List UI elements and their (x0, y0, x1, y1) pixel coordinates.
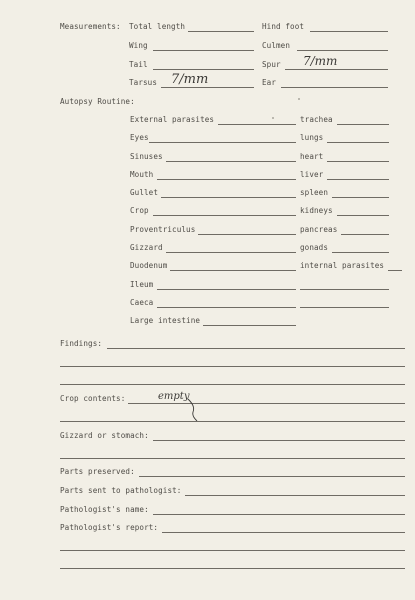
pancreas-field[interactable] (341, 234, 389, 235)
trachea-field[interactable] (337, 124, 389, 125)
pathologist-report-line-3[interactable] (60, 568, 405, 569)
autopsy-item-ileum: Ileum (130, 280, 154, 289)
parts-preserved-label: Parts preserved: (60, 467, 135, 476)
autopsy-routine-label: Autopsy Routine: (60, 97, 135, 106)
autopsy-item-external-parasites: External parasites (130, 115, 215, 124)
pathologist-report-line-2[interactable] (60, 550, 405, 551)
tarsus-value: 7/mm (171, 72, 209, 87)
autopsy-item-mouth: Mouth (130, 170, 154, 179)
heart-field[interactable] (327, 161, 389, 162)
blank-line[interactable] (300, 307, 389, 308)
autopsy-item-duodenum: Duodenum (130, 261, 168, 270)
proventriculus-field[interactable] (198, 234, 296, 235)
crop-field[interactable] (153, 215, 296, 216)
external-parasites-field[interactable] (218, 124, 296, 125)
internal-parasites-field[interactable] (388, 270, 402, 271)
tarsus-label: Tarsus (129, 78, 158, 87)
crop-contents-label: Crop contents: (60, 394, 126, 403)
blank-line[interactable] (300, 289, 389, 290)
findings-line-2[interactable] (60, 366, 405, 367)
total-length-label: Total length (129, 22, 186, 31)
autopsy-item-crop: Crop (130, 206, 149, 215)
tail-field[interactable] (153, 69, 254, 70)
lungs-field[interactable] (327, 142, 389, 143)
paper-speck (272, 117, 274, 119)
findings-field[interactable] (107, 348, 405, 349)
gizzard-field[interactable] (166, 252, 296, 253)
pathologist-report-field[interactable] (162, 532, 405, 533)
culmen-field[interactable] (297, 50, 388, 51)
total-length-field[interactable] (188, 31, 254, 32)
autopsy-item-large-intestine: Large intestine (130, 316, 201, 325)
hind-foot-label: Hind foot (262, 22, 305, 31)
eyes-field[interactable] (149, 142, 296, 143)
findings-line-3[interactable] (60, 384, 405, 385)
findings-label: Findings: (60, 339, 103, 348)
spur-value: 7/mm (303, 54, 338, 68)
autopsy-item-heart: heart (300, 152, 324, 161)
hind-foot-field[interactable] (310, 31, 388, 32)
autopsy-item-sinuses: Sinuses (130, 152, 163, 161)
autopsy-item-eyes: Eyes (130, 133, 149, 142)
spur-label: Spur (262, 60, 281, 69)
gizzard-stomach-field[interactable] (153, 440, 405, 441)
autopsy-item-gonads: gonads (300, 243, 329, 252)
paper-speck (298, 98, 300, 100)
sinuses-field[interactable] (166, 161, 296, 162)
ileum-field[interactable] (157, 289, 296, 290)
caeca-field[interactable] (157, 307, 296, 308)
large-intestine-field[interactable] (203, 325, 296, 326)
ear-field[interactable] (281, 87, 388, 88)
autopsy-item-spleen: spleen (300, 188, 329, 197)
gizzard-stomach-label: Gizzard or stomach: (60, 431, 149, 440)
autopsy-item-gullet: Gullet (130, 188, 159, 197)
parts-sent-label: Parts sent to pathologist: (60, 486, 182, 495)
spur-field[interactable] (285, 69, 388, 70)
liver-field[interactable] (327, 179, 389, 180)
autopsy-item-liver: liver (300, 170, 324, 179)
ear-label: Ear (262, 78, 277, 87)
pathologist-report-label: Pathologist's report: (60, 523, 159, 532)
duodenum-field[interactable] (170, 270, 296, 271)
autopsy-item-lungs: lungs (300, 133, 324, 142)
autopsy-item-caeca: Caeca (130, 298, 154, 307)
wing-field[interactable] (153, 50, 254, 51)
autopsy-item-trachea: trachea (300, 115, 333, 124)
crop-contents-value: empty (158, 391, 190, 402)
autopsy-item-internal-parasites: internal parasites (300, 261, 385, 270)
autopsy-item-kidneys: kidneys (300, 206, 333, 215)
crop-contents-line-2[interactable] (60, 421, 405, 422)
tarsus-field[interactable] (161, 87, 254, 88)
parts-preserved-field[interactable] (139, 476, 405, 477)
spleen-field[interactable] (332, 197, 389, 198)
autopsy-item-proventriculus: Proventriculus (130, 225, 196, 234)
crop-contents-field[interactable] (128, 403, 405, 404)
wing-label: Wing (129, 41, 148, 50)
autopsy-item-pancreas: pancreas (300, 225, 338, 234)
parts-sent-field[interactable] (185, 495, 405, 496)
tail-label: Tail (129, 60, 148, 69)
autopsy-item-gizzard: Gizzard (130, 243, 163, 252)
kidneys-field[interactable] (337, 215, 389, 216)
measurements-label: Measurements: (60, 22, 121, 31)
mouth-field[interactable] (157, 179, 296, 180)
handwritten-mark-icon (180, 397, 200, 423)
gizzard-stomach-line-2[interactable] (60, 458, 405, 459)
pathologist-name-field[interactable] (153, 514, 405, 515)
gullet-field[interactable] (161, 197, 296, 198)
gonads-field[interactable] (332, 252, 389, 253)
pathologist-name-label: Pathologist's name: (60, 505, 149, 514)
culmen-label: Culmen (262, 41, 291, 50)
